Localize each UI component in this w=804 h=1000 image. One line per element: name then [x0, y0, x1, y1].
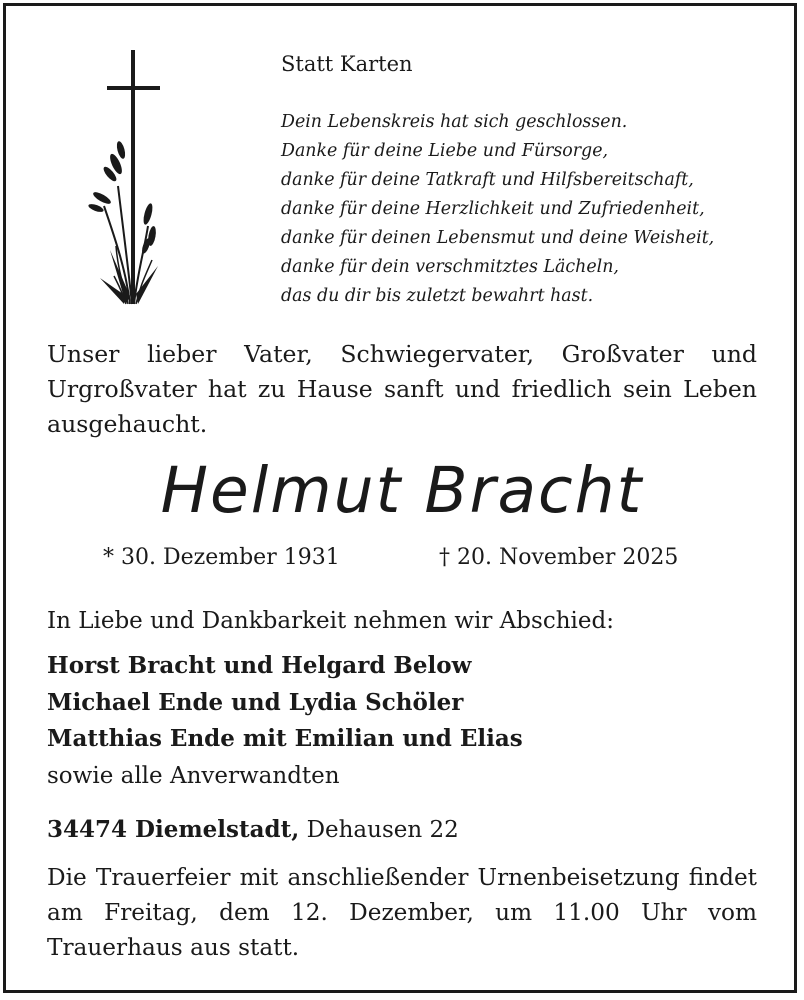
mourners-list: [47, 648, 523, 794]
poem-line: Dein Lebenskreis hat sich geschlossen.: [281, 112, 628, 132]
farewell-line: In Liebe und Dankbarkeit nehmen wir Abschied:: [47, 608, 614, 634]
deceased-name: Helmut Bracht: [160, 454, 644, 527]
poem: [281, 108, 714, 311]
poem-line: danke für deine Tatkraft und Hilfsbereitschaft,: [281, 170, 694, 190]
poem-line: danke für deinen Lebensmut und deine Weisheit,: [281, 228, 715, 248]
service-details: Die Trauerfeier mit anschließender Urnenbeisetzung findet am Freitag, dem 12. Dezember, um 11.00 Uhr vom Trauerhaus aus statt.: [47, 864, 757, 961]
announcement-text: Unser lieber Vater, Schwiegervater, Großvater und Urgroßvater hat zu Hause sanft und friedlich sein Leben ausgehaucht.: [47, 340, 757, 438]
poem-line: danke für deine Herzlichkeit und Zufriedenheit,: [281, 199, 705, 219]
poem-line: das du dir bis zuletzt bewahrt hast.: [281, 286, 594, 306]
mourner-name: Horst Bracht und Helgard Below: [47, 652, 472, 679]
poem-line: Danke für deine Liebe und Fürsorge,: [281, 141, 609, 161]
mourner-name: Michael Ende und Lydia Schöler: [47, 688, 464, 716]
address: [47, 813, 459, 847]
cross-with-wheat-icon: [88, 46, 168, 308]
address-city: 34474 Diemelstadt,: [47, 816, 300, 843]
poem-line: danke für dein verschmitztes Lächeln,: [281, 257, 619, 277]
birth-date: * 30. Dezember 1931: [103, 545, 340, 570]
header-statt-karten: Statt Karten: [281, 52, 413, 76]
address-street: Dehausen 22: [306, 817, 459, 843]
mourner-name: Matthias Ende mit Emilian und Elias: [47, 725, 523, 752]
death-date: † 20. November 2025: [439, 545, 679, 570]
relatives-line: sowie alle Anverwandten: [47, 762, 340, 789]
